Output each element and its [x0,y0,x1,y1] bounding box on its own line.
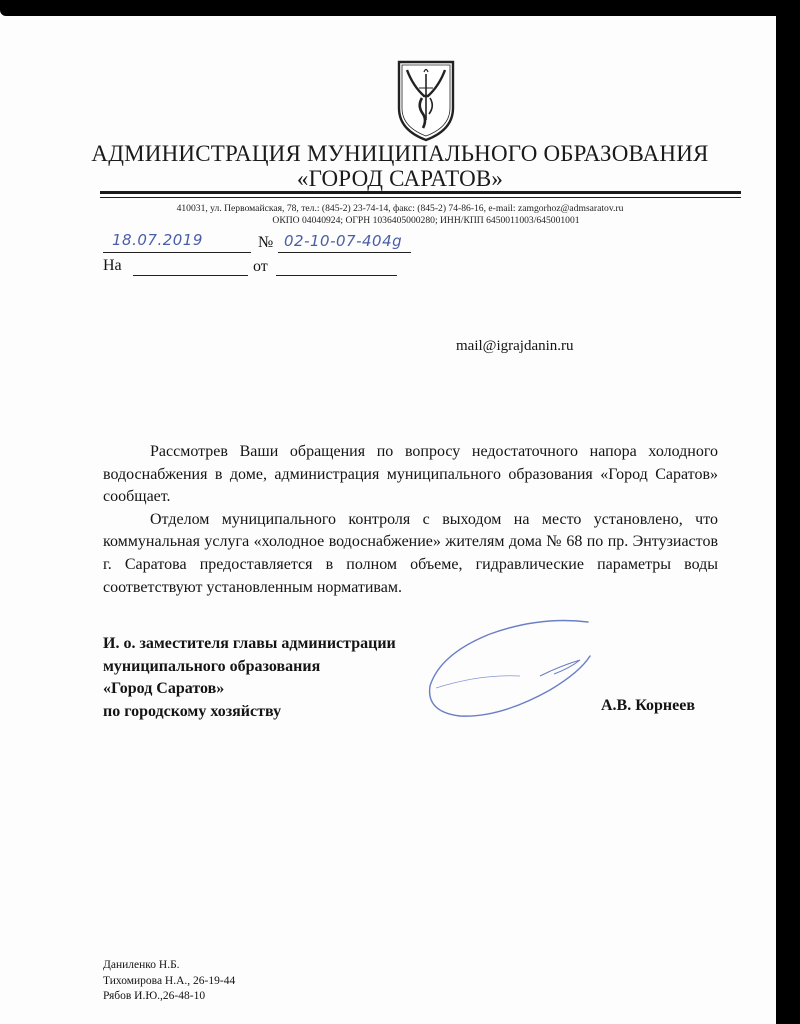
saratov-coat-of-arms-icon [393,58,459,142]
signatory-name: А.В. Корнеев [601,697,695,714]
signatory-title-line: муниципального образования [103,657,321,675]
signatory-title-line: И. о. заместителя главы администрации [103,635,396,652]
recipient-email: mail@igrajdanin.ru [456,338,574,354]
ot-underline [276,275,397,276]
date-underline [103,252,251,253]
na-label: На [103,257,122,274]
executor-line: Рябов И.Ю.,26-48-10 [103,990,206,1002]
ot-label: от [253,258,268,275]
org-title-line2: «ГОРОД САРАТОВ» [296,166,504,191]
letter-body [103,441,718,599]
outgoing-number: 02-10-07-404g [284,232,403,250]
executors-block [103,958,235,1005]
number-label: № [258,234,274,251]
header-rule-thick [100,191,741,194]
org-title-line1: АДМИНИСТРАЦИЯ МУНИЦИПАЛЬНОГО ОБРАЗОВАНИЯ [91,141,709,166]
contacts-line1: 410031, ул. Первомайская, 78, тел.: (845-2) 23-74-14, факс: (845-2) 74-86-16, e-mail: zamgorhoz@admsaratov.ru [176,203,624,214]
signatory-title-line: по городскому хозяйству [103,702,282,720]
number-underline [278,252,411,253]
handwritten-signature [420,616,610,721]
body-paragraph-2: Отделом муниципального контроля с выходом на место установлено, что коммунальная услуга «холодное водоснабжение» жителям дома № 68 по пр. Энтузиастов г. Саратова предоставляется в полном объеме, гидравлические параметры воды соответствуют установленным нормативам. [103,510,718,596]
contacts-line2: ОКПО 04040924; ОГРН 1036405000280; ИНН/КПП 6450011003/645001001 [272,215,580,226]
body-paragraph-1: Рассмотрев Ваши обращения по вопросу недостаточного напора холодного водоснабжения в доме, администрация муниципального образования «Город Саратов» сообщает. [103,443,718,506]
na-underline [133,275,248,276]
outgoing-date: 18.07.2019 [112,231,203,249]
header-rule-thin [100,197,741,198]
signatory-title-line: «Город Саратов» [103,680,225,697]
executor-line: Тихомирова Н.А., 26-19-44 [103,974,236,987]
signatory-title [103,633,396,723]
executor-line: Даниленко Н.Б. [103,959,180,971]
scan-border-top [0,0,800,16]
